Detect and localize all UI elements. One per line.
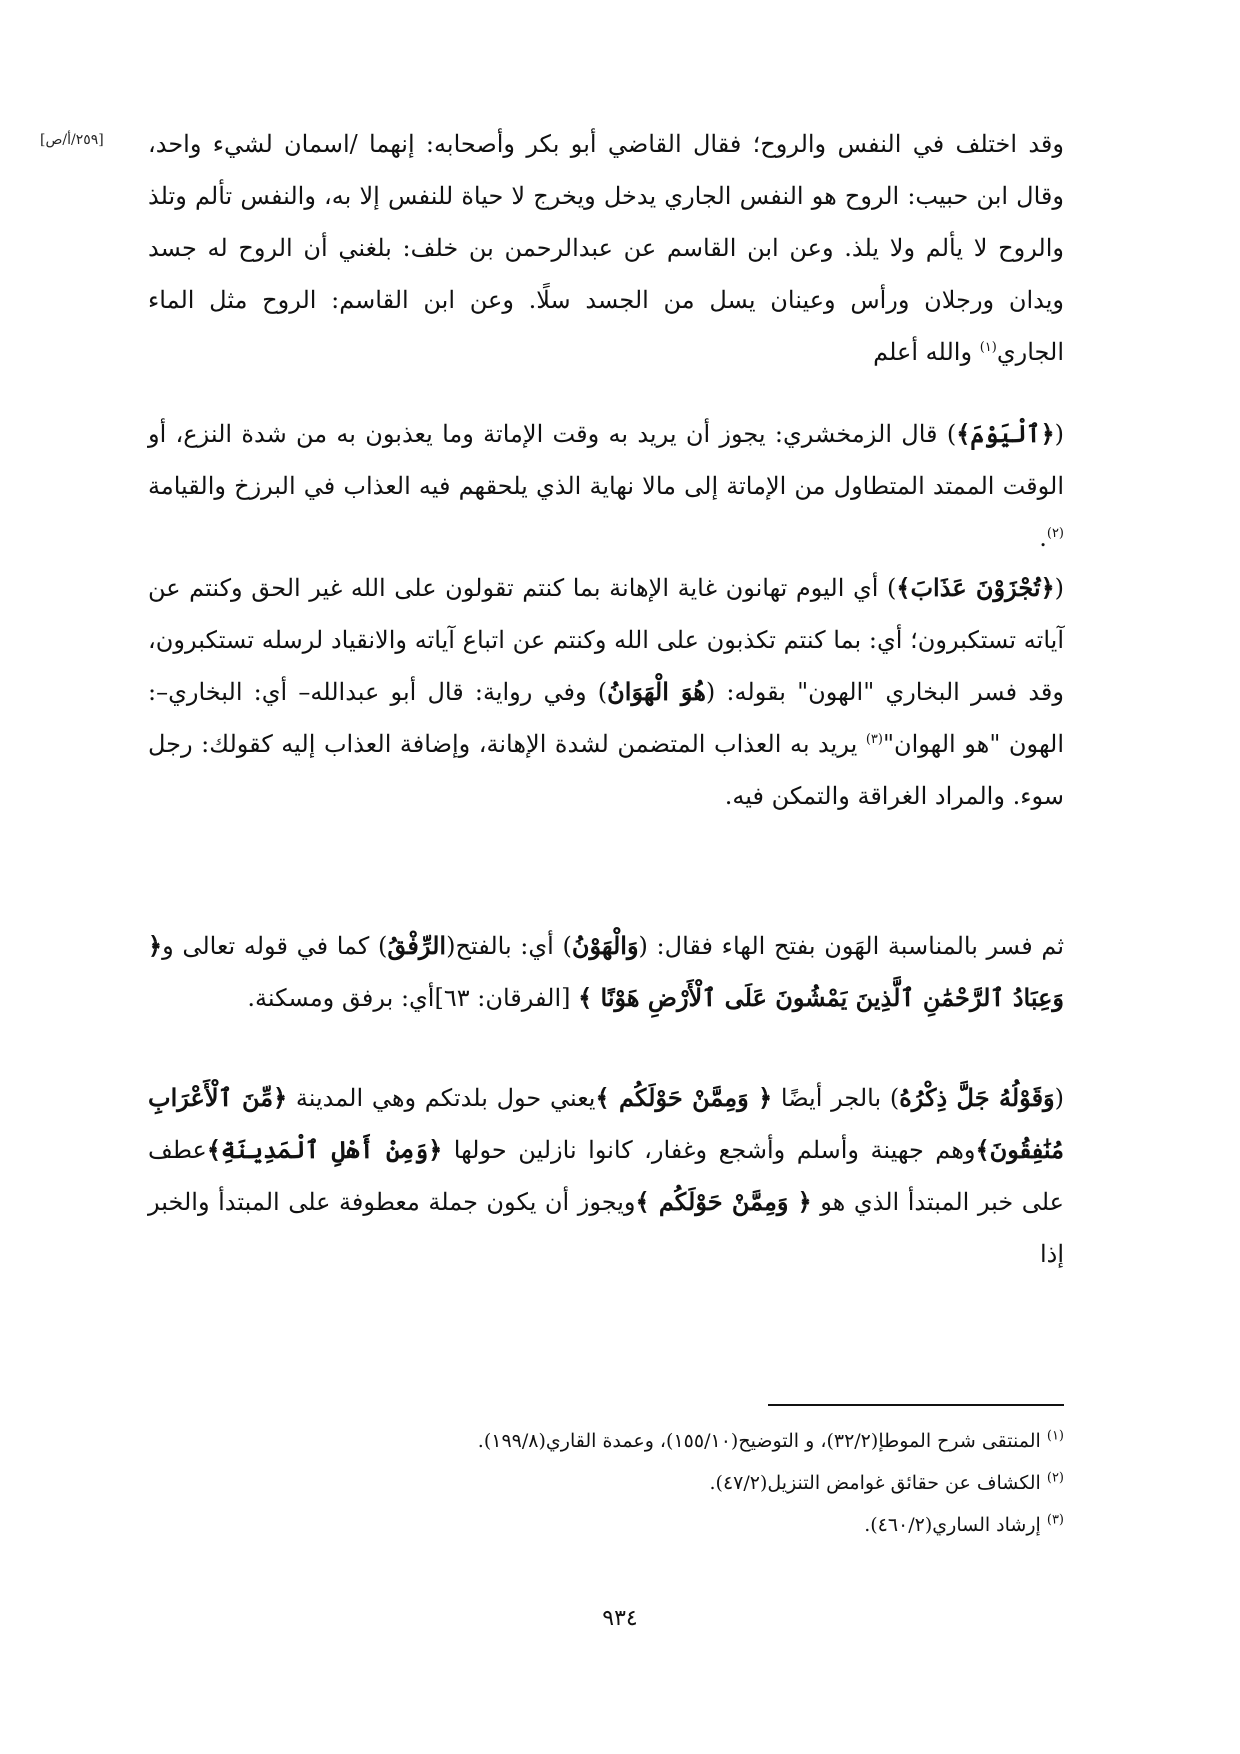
bold-term: هُوَ الْهَوَانُ (607, 677, 706, 706)
paragraph-al-hawn (148, 920, 1064, 1024)
paragraph-text: [الفرقان: ٦٣]أي: برفق ومسكنة. (247, 984, 579, 1012)
paragraph-text: وهم جهينة وأسلم وأشجع وغفار، كانوا نازلين حولها (442, 1136, 976, 1164)
paragraph-text: ) بالجر أيضًا (772, 1084, 900, 1112)
quran-quote: ﴿تُجْزَوْنَ عَذَابَ﴾ (896, 573, 1055, 602)
paragraph-text: ) أي: بالفتح( (446, 932, 572, 960)
paragraph-text: ( (1054, 420, 1064, 448)
footnote-divider (768, 1404, 1064, 1406)
paragraph-text: عطف على خبر المبتدأ الذي هو (148, 1136, 1064, 1216)
footnote-1 (148, 1420, 1064, 1462)
paragraph-text: والله أعلم (873, 338, 980, 366)
footnote-marker: (٣) (1046, 1512, 1064, 1528)
footnote-text: إرشاد الساري(٤٦٠/٢). (864, 1514, 1047, 1536)
paragraph-text: ثم فسر بالمناسبة الهَون بفتح الهاء فقال: ( (638, 932, 1064, 960)
footnote-marker: (٢) (1046, 1470, 1064, 1486)
paragraph-text: ويجوز أن يكون جملة معطوفة على المبتدأ والخبر إذا (148, 1188, 1064, 1268)
footnote-2 (148, 1462, 1064, 1504)
footnote-3 (148, 1504, 1064, 1546)
page-number: ٩٣٤ (602, 1606, 638, 1631)
paragraph-tujzawna (148, 562, 1064, 822)
quran-quote: ﴿ وَمِمَّنْ حَوْلَكُم ﴾ (635, 1187, 812, 1216)
footnote-marker: (١) (979, 340, 997, 355)
quran-quote: ﴿مِّنَ ٱلْأَعْرَابِ مُنَٰفِقُونَ﴾ (148, 1083, 1064, 1164)
paragraph-text: ( (1054, 1084, 1065, 1112)
footnote-text: الكشاف عن حقائق غوامض التنزيل(٤٧/٢). (709, 1472, 1047, 1494)
paragraph-text: ) وفي رواية: قال أبو عبدالله– أي: البخاري–: الهون "هو الهوان" (148, 678, 1064, 758)
bold-term: وَالْهَوْنُ (571, 931, 639, 960)
paragraph-text: ) قال الزمخشري: يجوز أن يريد به وقت الإماتة وما يعذبون به من شدة النزع، أو الوقت الممتد المتطاول من الإماتة إلى مالا نهاية الذي يلحقهم فيه العذاب في البرزخ والقيامة (148, 420, 1064, 500)
quran-quote: ﴿ٱلْيَوْمَ﴾ (956, 419, 1055, 448)
paragraph-text: . (1039, 524, 1047, 552)
quran-quote: ﴿ وَمِمَّنْ حَوْلَكُم ﴾ (595, 1083, 773, 1112)
paragraph-text: يعني حول بلدتكم وهي المدينة (287, 1084, 596, 1112)
quran-quote: ﴿ وَعِبَادُ ٱلرَّحْمَٰنِ ٱلَّذِينَ يَمْشُونَ عَلَى ٱلْأَرْضِ هَوْنًا ﴾ (148, 931, 1064, 1012)
paragraph-al-yawm (148, 408, 1064, 564)
footnotes (148, 1420, 1064, 1546)
footnote-marker: (١) (1046, 1428, 1064, 1444)
paragraph-text: ) أي اليوم تهانون غاية الإهانة بما كنتم تقولون على الله غير الحق وكنتم عن آياته تستكبرون؛ أي: بما كنتم تكذبون على الله وكنتم عن اتباع آياته والانقياد لرسله تستكبرون، وقد فسر البخاري "الهون" بقوله: ( (148, 574, 1064, 706)
paragraph-wa-qawluhu (148, 1072, 1064, 1280)
margin-manuscript-reference: [٢٥٩/أ/ص] (40, 132, 104, 148)
paragraph-text: ) كما في قوله تعالى و (162, 932, 388, 960)
paragraph-text: وقد اختلف في النفس والروح؛ فقال القاضي أبو بكر وأصحابه: إنهما /اسمان لشيء واحد، وقال ابن حبيب: الروح هو النفس الجاري يدخل ويخرج لا حياة للنفس إلا به، والنفس تألم وتلذ والروح لا يألم ولا يلذ. وعن ابن القاسم عن عبدالرحمن بن خلف: بلغني أن الروح له جسد ويدان ورجلان ورأس وعينان يسل من الجسد سلًا. وعن ابن القاسم: الروح مثل الماء الجاري (148, 130, 1064, 366)
paragraph-text: ( (1054, 574, 1065, 602)
bold-term: الرِّفْقُ (387, 931, 447, 960)
footnote-text: المنتقى شرح الموطإ(٣٢/٢)، و التوضيح(١٥٥/١٠)، وعمدة القاري(١٩٩/٨). (477, 1430, 1047, 1452)
paragraph-soul-and-spirit (148, 118, 1064, 378)
footnote-marker: (٢) (1046, 526, 1064, 541)
bold-term: وَقَوْلُهُ جَلَّ ذِكْرُهُ (899, 1083, 1055, 1112)
quran-quote: ﴿وَمِنْ أَهْلِ ٱلْمَدِينَةِ﴾ (206, 1135, 443, 1164)
footnote-marker: (٣) (865, 732, 883, 747)
paragraph-text: يريد به العذاب المتضمن لشدة الإهانة، وإضافة العذاب إليه كقولك: رجل سوء. والمراد الغراقة والتمكن فيه. (148, 730, 1064, 810)
